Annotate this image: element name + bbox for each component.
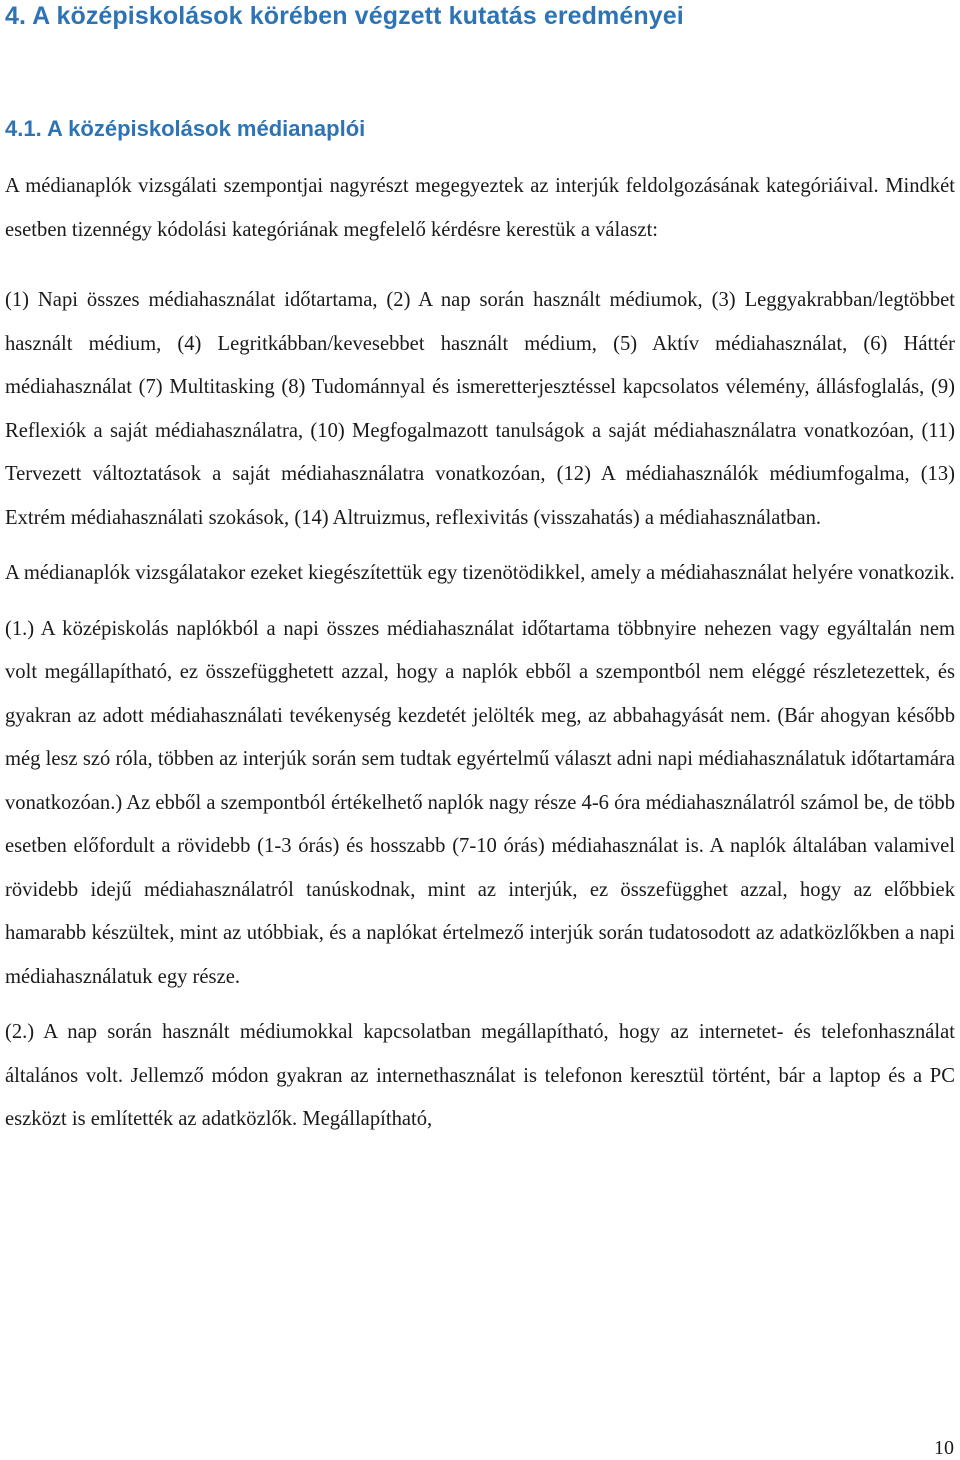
paragraph-intro: A médianaplók vizsgálati szempontjai nagyrészt megegyeztek az interjúk feldolgozásának kategóriáival. Mindkét esetben tizennégy kódolási kategóriának megfelelő kérdésre kerestük a választ: <box>5 175 955 241</box>
paragraph-category-list: (1) Napi összes médiahasználat időtartama, (2) A nap során használt médiumok, (3) Leggyakrabban/legtöbbet használt médium, (4) Legritkábban/kevesebbet használt médium, (5) Aktív médiahasználat, (6) Háttér médiahasználat (7) Multitasking (8) Tudománnyal és ismeretterjesztéssel kapcsolatos vélemény, állásfoglalás, (9) Reflexiók a saját médiahasználatra, (10) Megfogalmazott tanulságok a saját médiahasználatra vonatkozóan, (11) Tervezett változtatások a saját médiahasználatra vonatkozóan, (12) A médiahasználók médiumfogalma, (13) Extrém médiahasználati szokások, (14) Altruizmus, reflexivitás (visszahatás) a médiahasználatban. <box>5 289 955 529</box>
subsection-heading: 4.1. A középiskolások médianaplói <box>5 116 366 141</box>
page-number: 10 <box>934 1437 954 1459</box>
paragraph-finding-1: (1.) A középiskolás naplókból a napi összes médiahasználat időtartama többnyire nehezen vagy egyáltalán nem volt megállapítható, ez összefügghetett azzal, hogy a naplók ebből a szempontból nem eléggé részletezettek, és gyakran az adott médiahasználati tevékenység kezdetét jelölték meg, az abbahagyását nem. (Bár ahogyan később még lesz szó róla, többen az interjúk során sem tudtak egyértelmű választ adni napi médiahasználatuk időtartamára vonatkozóan.) Az ebből a szempontból értékelhető naplók nagy része 4-6 óra médiahasználatról számol be, de több esetben előfordult a rövidebb (1-3 órás) és hosszabb (7-10 órás) médiahasználat is. A naplók általában valamivel rövidebb idejű médiahasználatról tanúskodnak, mint az interjúk, ez összefügghet azzal, hogy az előbbiek hamarabb készültek, mint az utóbbiak, és a naplókat értelmező interjúk során tudatosodott az adatközlőkben a napi médiahasználatuk egy része. <box>5 617 955 988</box>
paragraph-finding-2: (2.) A nap során használt médiumokkal kapcsolatban megállapítható, hogy az internetet- és telefonhasználat általános volt. Jellemző módon gyakran az internethasználat is telefonon keresztül történt, bár a laptop és a PC eszközt is említették az adatközlők. Megállapítható, <box>5 1021 955 1130</box>
paragraph-supplement: A médianaplók vizsgálatakor ezeket kiegészítettük egy tizenötödikkel, amely a médiahasználat helyére vonatkozik. <box>5 562 955 584</box>
body-text <box>5 165 955 1142</box>
section-heading: 4. A középiskolások körében végzett kutatás eredményei <box>5 2 684 30</box>
